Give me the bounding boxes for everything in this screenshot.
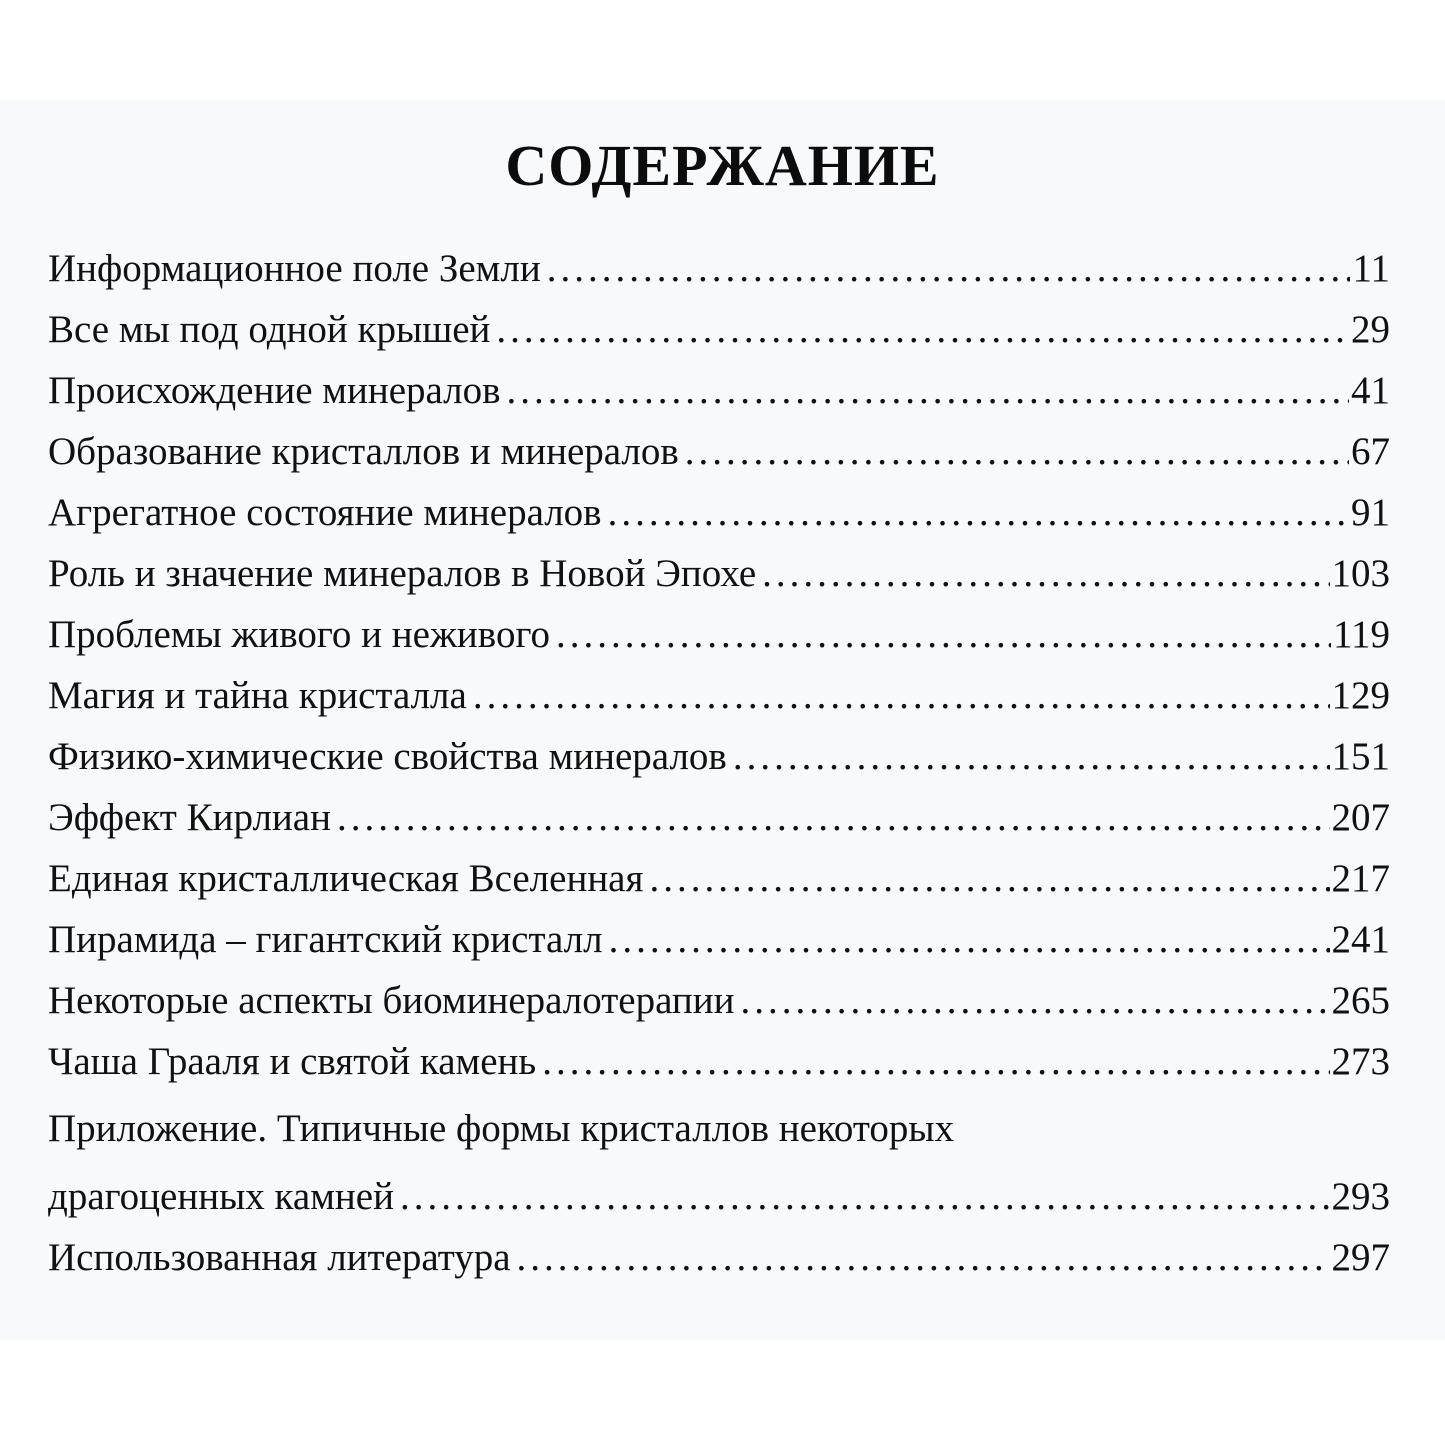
leader-dots: [547, 238, 1351, 299]
toc-entry-title: Использованная литература: [48, 1236, 511, 1279]
toc-entry: [42, 299, 1390, 360]
leader-dots: [649, 848, 1329, 909]
toc-entry: [42, 1166, 1390, 1227]
toc-entry-title: Информационное поле Земли: [48, 247, 541, 290]
toc-entry-title: Проблемы живого и неживого: [48, 613, 550, 656]
leader-dots: [337, 787, 1330, 848]
toc-entry: [42, 360, 1390, 421]
toc-entry-page: 241: [1331, 918, 1390, 961]
toc-entry-title: Агрегатное состояние минералов: [48, 491, 602, 534]
toc-entry: [42, 1227, 1390, 1288]
toc-entry-title: Чаша Грааля и святой камень: [48, 1040, 537, 1083]
leader-dots: [496, 299, 1349, 360]
toc-entry-title: Все мы под одной крышей: [48, 308, 491, 351]
leader-dots: [517, 1227, 1330, 1288]
toc-entry-page: 297: [1331, 1236, 1390, 1279]
toc-entry-page: 129: [1331, 674, 1390, 717]
toc-entry-title: Приложение. Типичные формы кристаллов некоторых: [48, 1107, 955, 1150]
toc-entry-page: 217: [1331, 857, 1390, 900]
toc-entry-page: 91: [1351, 491, 1390, 534]
toc-entry: [42, 726, 1390, 787]
leader-dots: [741, 970, 1330, 1031]
leader-dots: [507, 360, 1349, 421]
leader-dots: [556, 604, 1331, 665]
toc-entry-title: драгоценных камней: [48, 1175, 394, 1218]
toc-entry: [42, 848, 1390, 909]
toc-entry-title: Роль и значение минералов в Новой Эпохе: [48, 552, 757, 595]
leader-dots: [762, 543, 1329, 604]
toc-entry: [42, 421, 1390, 482]
toc-entry: [42, 543, 1390, 604]
toc-entry-page: 11: [1352, 247, 1390, 290]
leader-dots: [400, 1166, 1330, 1227]
leader-dots: [608, 482, 1349, 543]
toc-entry-title: Эффект Кирлиан: [48, 796, 331, 839]
toc-entry: [42, 909, 1390, 970]
leader-dots: [473, 665, 1330, 726]
toc-entry-title: Пирамида – гигантский кристалл: [48, 918, 603, 961]
toc-entry-page: 41: [1351, 369, 1390, 412]
toc-entry-page: 293: [1331, 1175, 1390, 1218]
toc-entry-title: Происхождение минералов: [48, 369, 501, 412]
toc-entry: [42, 238, 1390, 299]
toc-entry-line1: [42, 1092, 1390, 1166]
toc-entry-page: 151: [1331, 735, 1390, 778]
leader-dots: [685, 421, 1349, 482]
toc-entry-page: 103: [1331, 552, 1390, 595]
toc-entry-page: 29: [1351, 308, 1390, 351]
toc-entry: [42, 665, 1390, 726]
page-title: СОДЕРЖАНИЕ: [505, 133, 940, 198]
toc-entry: [42, 604, 1390, 665]
toc-entry-title: Физико-химические свойства минералов: [48, 735, 727, 778]
toc-entry-title: Образование кристаллов и минералов: [48, 430, 679, 473]
leader-dots: [733, 726, 1330, 787]
toc-entry: [42, 970, 1390, 1031]
leader-dots: [542, 1031, 1329, 1092]
leader-dots: [609, 909, 1330, 970]
toc-entry-page: 207: [1331, 796, 1390, 839]
toc-entry-title: Единая кристаллическая Вселенная: [48, 857, 644, 900]
toc-entry-page: 265: [1331, 979, 1390, 1022]
toc-entry-page: 273: [1331, 1040, 1390, 1083]
toc-entry-page: 119: [1332, 613, 1390, 656]
toc-entry-title: Магия и тайна кристалла: [48, 674, 467, 717]
toc-entry: [42, 1031, 1390, 1092]
toc-entry: [42, 482, 1390, 543]
toc-entry-title: Некоторые аспекты биоминералотерапии: [48, 979, 735, 1022]
toc-entry-page: 67: [1351, 430, 1390, 473]
toc-entry: [42, 787, 1390, 848]
table-of-contents: [42, 238, 1390, 1288]
